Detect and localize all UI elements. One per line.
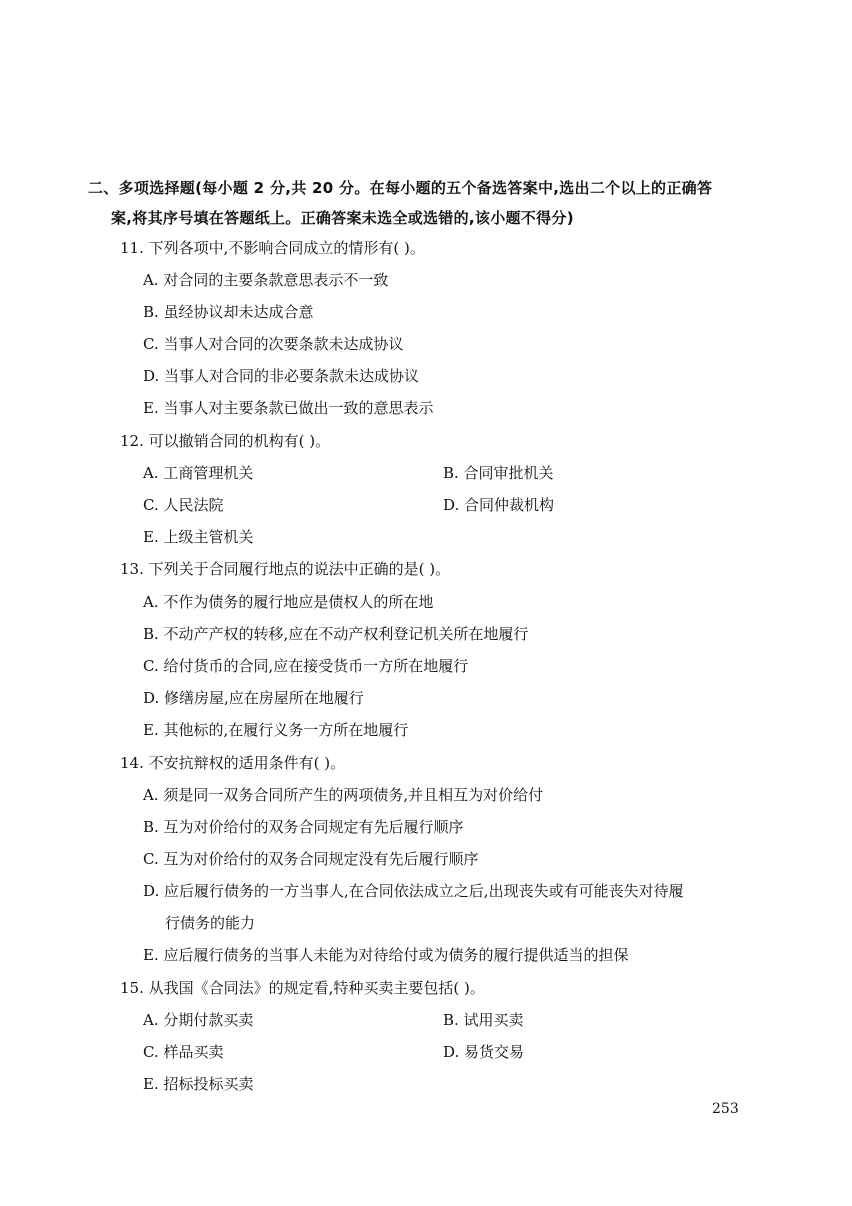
question-14-option-c: C. 互为对价给付的双务合同规定没有先后履行顺序 <box>143 850 479 868</box>
page-number: 253 <box>712 1101 739 1117</box>
question-13-option-d: D. 修缮房屋,应在房屋所在地履行 <box>143 689 364 707</box>
question-14-option-b: B. 互为对价给付的双务合同规定有先后履行顺序 <box>143 818 464 836</box>
question-15-stem: 15. 从我国《合同法》的规定看,特种买卖主要包括( )。 <box>120 979 485 997</box>
question-11-option-c: C. 当事人对合同的次要条款未达成协议 <box>143 335 404 353</box>
question-12-stem: 12. 可以撤销合同的机构有( )。 <box>120 432 331 450</box>
question-11-option-d: D. 当事人对合同的非必要条款未达成协议 <box>143 367 420 385</box>
question-11-option-a: A. 对合同的主要条款意思表示不一致 <box>143 271 389 289</box>
question-12-option-b: B. 合同审批机关 <box>443 464 554 482</box>
question-12-option-e: E. 上级主管机关 <box>143 528 254 546</box>
question-14-option-a: A. 须是同一双务合同所产生的两项债务,并且相互为对价给付 <box>143 786 544 804</box>
question-15-option-d: D. 易货交易 <box>443 1043 525 1061</box>
question-15-option-a: A. 分期付款买卖 <box>143 1011 254 1029</box>
question-15-option-c: C. 样品买卖 <box>143 1043 224 1061</box>
question-13-stem: 13. 下列关于合同履行地点的说法中正确的是( )。 <box>120 560 451 578</box>
section-heading-line-2: 案,将其序号填在答题纸上。正确答案未选全或选错的,该小题不得分) <box>111 209 574 227</box>
question-12-option-a: A. 工商管理机关 <box>143 464 254 482</box>
question-14-stem: 14. 不安抗辩权的适用条件有( )。 <box>120 754 346 772</box>
question-11-option-b: B. 虽经协议却未达成合意 <box>143 303 314 321</box>
question-12-option-d: D. 合同仲裁机构 <box>443 496 555 514</box>
question-14-option-e: E. 应后履行债务的当事人未能为对待给付或为债务的履行提供适当的担保 <box>143 946 629 964</box>
question-11-option-e: E. 当事人对主要条款已做出一致的意思表示 <box>143 399 434 417</box>
question-13-option-c: C. 给付货币的合同,应在接受货币一方所在地履行 <box>143 657 469 675</box>
question-13-option-b: B. 不动产产权的转移,应在不动产权利登记机关所在地履行 <box>143 625 529 643</box>
question-14-option-d-continued: 行债务的能力 <box>165 914 256 932</box>
question-15-option-b: B. 试用买卖 <box>443 1011 524 1029</box>
section-heading-line-1: 二、多项选择题(每小题 2 分,共 20 分。在每小题的五个备选答案中,选出二个以上的正确答 <box>88 179 713 197</box>
question-12-option-c: C. 人民法院 <box>143 496 224 514</box>
question-14-option-d: D. 应后履行债务的一方当事人,在合同依法成立之后,出现丧失或有可能丧失对待履 <box>143 882 684 900</box>
question-11-stem: 11. 下列各项中,不影响合同成立的情形有( )。 <box>120 239 425 257</box>
question-13-option-a: A. 不作为债务的履行地应是债权人的所在地 <box>143 593 434 611</box>
question-15-option-e: E. 招标投标买卖 <box>143 1075 254 1093</box>
question-13-option-e: E. 其他标的,在履行义务一方所在地履行 <box>143 721 409 739</box>
